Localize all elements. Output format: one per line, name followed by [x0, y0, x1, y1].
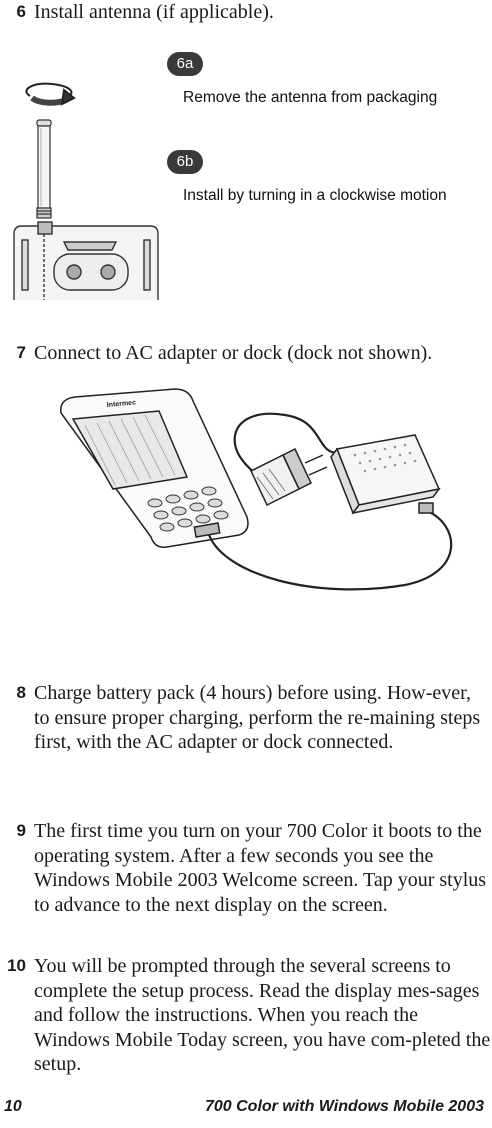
ac-adapter-icon — [331, 435, 439, 513]
rotation-arrow-icon — [26, 84, 74, 104]
step-text: Charge battery pack (4 hours) before using. How-ever, to ensure proper charging, perform the re-maining steps first, with the AC adapter or dock connected. — [34, 682, 481, 753]
step-number: 8 — [16, 683, 26, 702]
charger-illustration — [55, 385, 465, 610]
step-text: Connect to AC adapter or dock (dock not shown). — [34, 342, 433, 364]
step-number: 6 — [16, 2, 26, 21]
step-text: The first time you turn on your 700 Color it boots to the operating system. After a few seconds you see the Windows Mobile 2003 Welcome screen. Tap your stylus to advance to the next display on the screen. — [34, 820, 487, 916]
device-back-icon — [14, 222, 158, 300]
footer-title: 700 Color with Windows Mobile 2003 — [204, 1098, 484, 1115]
callout-badge: 6b — [167, 150, 203, 174]
step-number: 7 — [16, 343, 26, 362]
antenna-illustration — [0, 70, 170, 302]
page-number: 10 — [4, 1098, 22, 1115]
step-text: Install antenna (if applicable). — [34, 1, 274, 23]
device-brand-label: Intermec — [106, 399, 137, 409]
callout-caption: Remove the antenna from packaging — [183, 89, 438, 106]
callout-caption: Install by turning in a clockwise motion — [183, 187, 447, 204]
step-number: 9 — [16, 821, 26, 840]
ac-plug-icon — [251, 449, 327, 505]
callout-badge: 6a — [167, 52, 203, 76]
handheld-device-icon — [61, 389, 248, 547]
step-number: 10 — [7, 956, 26, 975]
step-text: You will be prompted through the several screens to complete the setup process. Read the display mes-sages and follow the instructions. When you reach the Windows Mobile Today screen, you have com-pleted the setup. — [34, 955, 491, 1075]
antenna-icon — [37, 120, 51, 218]
